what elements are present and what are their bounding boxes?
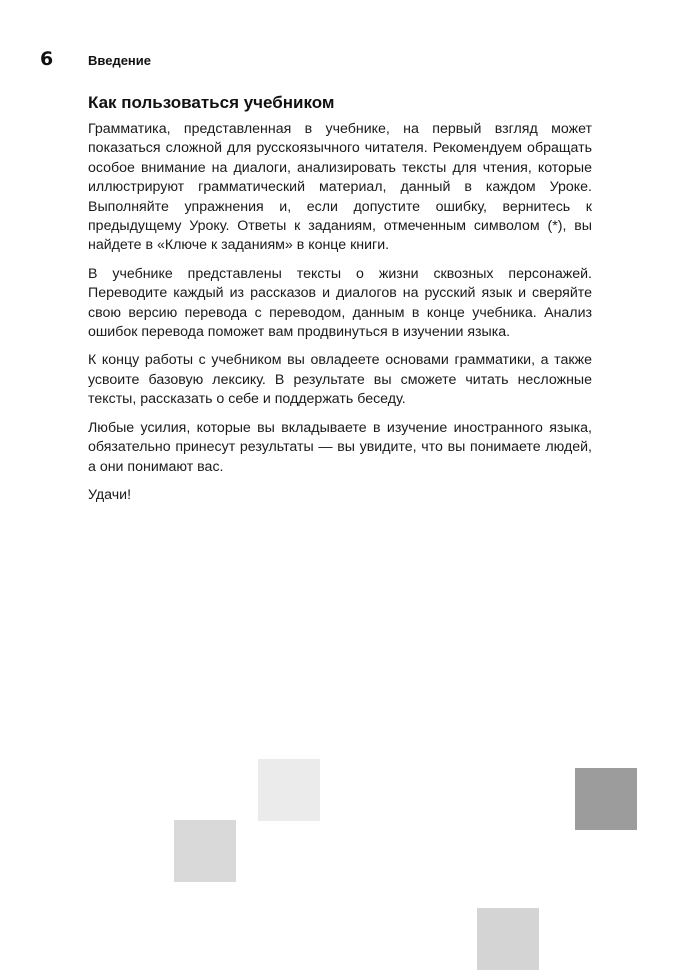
section-heading: Как пользоваться учебником <box>88 93 335 112</box>
paragraph-1: Грамматика, представленная в учебнике, на первый взгляд может показаться сложной для русскоязычного читателя. Рекомендуем обращать особое внимание на диалоги, анализировать тексты для чтения, которые иллюстрируют грамматический материал, данный в каждом Уроке. Выполняйте упражнения и, если допустите ошибку, вернитесь к предыдущему Уроку. Ответы к заданиям, отмеченным символом (*), вы найдете в «Ключе к заданиям» в конце книги. <box>88 121 592 254</box>
paragraph-3: К концу работы с учебником вы овладеете основами грамматики, а также усвоите базовую лексику. В результате вы сможете читать несложные тексты, рассказать о себе и поддержать беседу. <box>88 352 592 408</box>
decor-square-bottom <box>477 908 539 970</box>
running-head <box>40 48 151 70</box>
section-title: Введение <box>88 53 151 68</box>
paragraph-4: Любые усилия, которые вы вкладываете в изучение иностранного языка, обязательно принесут результаты — вы увидите, что вы понимаете людей, а они понимают вас. <box>88 419 592 475</box>
page-number: 6 <box>40 48 54 70</box>
decor-square-dark <box>575 768 637 830</box>
paragraph-2: В учебнике представлены тексты о жизни сквозных персонажей. Переводите каждый из рассказов и диалогов на русский язык и сверяйте свою версию перевода с переводом, данным в конце учебника. Анализ ошибок перевода поможет вам продвинуться в изучении языка. <box>88 265 592 341</box>
main-content <box>88 92 592 514</box>
paragraph-5: Удачи! <box>88 486 132 503</box>
decor-square-mid <box>174 820 236 882</box>
decor-square-light <box>258 759 320 821</box>
